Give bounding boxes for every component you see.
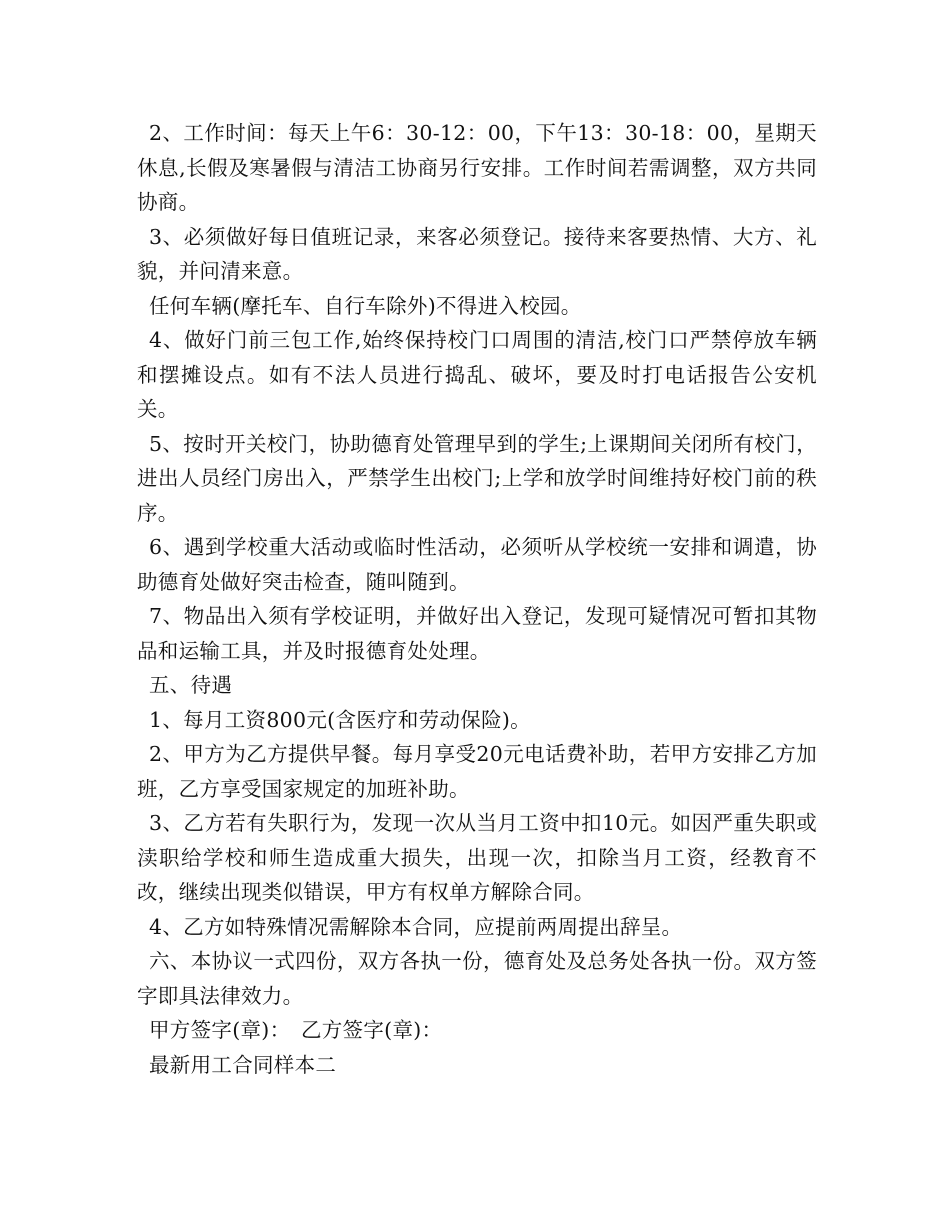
paragraph-gate-schedule: 5、按时开关校门，协助德育处管理早到的学生;上课期间关闭所有校门，进出人员经门房出入，严禁学生出校门;上学和放学时间维持好校门前的秩序。 [137, 431, 817, 525]
signature-line: 甲方签字(章)： 乙方签字(章)： [149, 1018, 443, 1042]
paragraph-penalty: 3、乙方若有失职行为，发现一次从当月工资中扣10元。如因严重失职或渎职给学校和师生造成重大损失，出现一次，扣除当月工资，经教育不改，继续出现类似错误，甲方有权单方解除合同。 [137, 811, 817, 904]
paragraph-termination: 4、乙方如特殊情况需解除本合同，应提前两周提出辞呈。 [149, 914, 683, 939]
paragraph-copies: 六、本协议一式四份，双方各执一份，德育处及总务处各执一份。双方签字即具法律效力。 [137, 949, 817, 1008]
paragraph-duty-record: 3、必须做好每日值班记录，来客必须登记。接待来客要热情、大方、礼貌，并问清来意。 [137, 224, 817, 283]
paragraph-vehicle-rule: 任何车辆(摩托车、自行车除外)不得进入校园。 [149, 293, 582, 318]
paragraph-gate-cleaning: 4、做好门前三包工作,始终保持校门口周围的清洁,校门口严禁停放车辆和摆摊设点。如有不法人员进行捣乱、破坏，要及时打电话报告公安机关。 [137, 328, 817, 421]
paragraph-goods-control: 7、物品出入须有学校证明，并做好出入登记，发现可疑情况可暂扣其物品和运输工具，并及时报德育处处理。 [137, 604, 817, 663]
document-body [137, 116, 817, 1082]
next-sample-title: 最新用工合同样本二 [149, 1052, 337, 1077]
paragraph-school-activities: 6、遇到学校重大活动或临时性活动，必须听从学校统一安排和调遣，协助德育处做好突击检查，随叫随到。 [137, 535, 817, 594]
section-heading-benefits: 五、待遇 [149, 673, 233, 697]
paragraph-work-hours: 2、工作时间：每天上午6：30-12：00，下午13：30-18：00，星期天休息,长假及寒暑假与清洁工协商另行安排。工作时间若需调整，双方共同协商。 [137, 121, 817, 214]
paragraph-meals-subsidy: 2、甲方为乙方提供早餐。每月享受20元电话费补助，若甲方安排乙方加班，乙方享受国家规定的加班补助。 [137, 742, 817, 801]
paragraph-salary: 1、每月工资800元(含医疗和劳动保险)。 [149, 707, 531, 732]
